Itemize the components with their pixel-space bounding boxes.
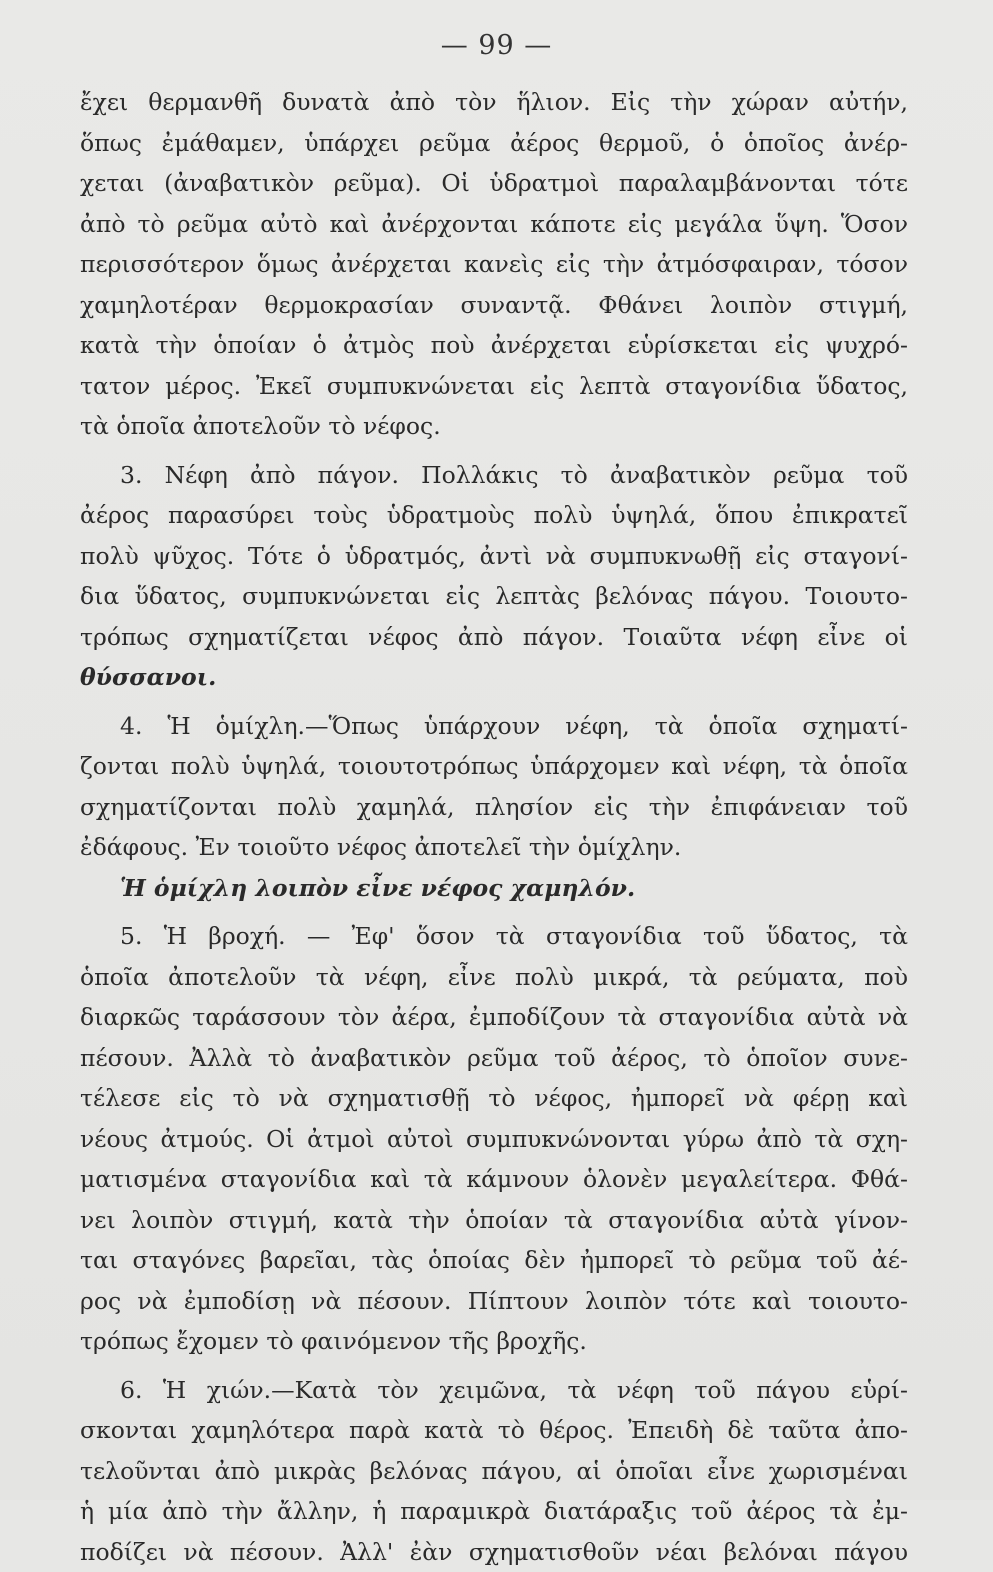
text-line: δια ὕδατος, συμπυκνώνεται εἰς λεπτὰς βελόνας πάγου. Τοιουτο- bbox=[80, 576, 908, 617]
text-line: νει λοιπὸν στιγμή, κατὰ τὴν ὁποίαν τὰ σταγονίδια αὐτὰ γίνον- bbox=[80, 1200, 908, 1241]
text-line: κατὰ τὴν ὁποίαν ὁ ἀτμὸς ποὺ ἀνέρχεται εὑρίσκεται εἰς ψυχρό- bbox=[80, 325, 908, 366]
text-line: περισσότερον ὅμως ἀνέρχεται κανεὶς εἰς τὴν ἀτμόσφαιραν, τόσον bbox=[80, 244, 908, 285]
section-heading-line: 4. Ἡ ὁμίχλη.—Ὅπως ὑπάρχουν νέφη, τὰ ὁποῖα σχηματί- bbox=[80, 706, 908, 747]
section-heading-line: 3. Νέφη ἀπὸ πάγον. Πολλάκις τὸ ἀναβατικὸν ρεῦμα τοῦ bbox=[80, 455, 908, 496]
text-line: ὁποῖα ἀποτελοῦν τὰ νέφη, εἶνε πολὺ μικρά, τὰ ρεύματα, ποὺ bbox=[80, 957, 908, 998]
paragraph bbox=[80, 82, 908, 447]
section-heading-line: 5. Ἡ βροχή. — Ἐφ' ὅσον τὰ σταγονίδια τοῦ ὕδατος, τὰ bbox=[80, 916, 908, 957]
paragraph bbox=[80, 706, 908, 909]
paragraph bbox=[80, 1370, 908, 1572]
text-line: θύσσανοι. bbox=[80, 657, 908, 698]
text-line: χεται (ἀναβατικὸν ρεῦμα). Οἱ ὑδρατμοὶ παραλαμβάνονται τότε bbox=[80, 163, 908, 204]
paragraph bbox=[80, 455, 908, 698]
text-line: τρόπως ἔχομεν τὸ φαινόμενον τῆς βροχῆς. bbox=[80, 1321, 908, 1362]
text-line: τελοῦνται ἀπὸ μικρὰς βελόνας πάγου, αἱ ὁποῖαι εἶνε χωρισμέναι bbox=[80, 1451, 908, 1492]
page-number: — 99 — bbox=[0, 30, 993, 61]
text-line: ἀέρος παρασύρει τοὺς ὑδρατμοὺς πολὺ ὑψηλά, ὅπου ἐπικρατεῖ bbox=[80, 495, 908, 536]
paragraph bbox=[80, 916, 908, 1362]
text-line: χαμηλοτέραν θερμοκρασίαν συναντᾷ. Φθάνει λοιπὸν στιγμή, bbox=[80, 285, 908, 326]
text-line: ἀπὸ τὸ ρεῦμα αὐτὸ καὶ ἀνέρχονται κάποτε εἰς μεγάλα ὕψη. Ὅσον bbox=[80, 204, 908, 245]
section-heading-line: 6. Ἡ χιών.—Κατὰ τὸν χειμῶνα, τὰ νέφη τοῦ πάγου εὑρί- bbox=[80, 1370, 908, 1411]
text-line: νέους ἀτμούς. Οἱ ἀτμοὶ αὐτοὶ συμπυκνώνονται γύρω ἀπὸ τὰ σχη- bbox=[80, 1119, 908, 1160]
text-line: διαρκῶς ταράσσουν τὸν ἀέρα, ἐμποδίζουν τὰ σταγονίδια αὐτὰ νὰ bbox=[80, 997, 908, 1038]
text-line: ρος νὰ ἐμποδίσῃ νὰ πέσουν. Πίπτουν λοιπὸν τότε καὶ τοιουτο- bbox=[80, 1281, 908, 1322]
text-line: τατον μέρος. Ἐκεῖ συμπυκνώνεται εἰς λεπτὰ σταγονίδια ὕδατος, bbox=[80, 366, 908, 407]
text-line: τρόπως σχηματίζεται νέφος ἀπὸ πάγον. Τοιαῦτα νέφη εἶνε οἱ bbox=[80, 617, 908, 658]
text-line: τὰ ὁποῖα ἀποτελοῦν τὸ νέφος. bbox=[80, 406, 908, 447]
text-line: τέλεσε εἰς τὸ νὰ σχηματισθῇ τὸ νέφος, ἠμπορεῖ νὰ φέρῃ καὶ bbox=[80, 1078, 908, 1119]
definition-line: Ἡ ὁμίχλη λοιπὸν εἶνε νέφος χαμηλόν. bbox=[80, 868, 908, 909]
page-body bbox=[80, 82, 908, 1572]
text-line: ται σταγόνες βαρεῖαι, τὰς ὁποίας δὲν ἠμπορεῖ τὸ ρεῦμα τοῦ ἀέ- bbox=[80, 1240, 908, 1281]
text-line: πολὺ ψῦχος. Τότε ὁ ὑδρατμός, ἀντὶ νὰ συμπυκνωθῇ εἰς σταγονί- bbox=[80, 536, 908, 577]
text-line: σκονται χαμηλότερα παρὰ κατὰ τὸ θέρος. Ἐπειδὴ δὲ ταῦτα ἀπο- bbox=[80, 1410, 908, 1451]
text-line: ἡ μία ἀπὸ τὴν ἄλλην, ἡ παραμικρὰ διατάραξις τοῦ ἀέρος τὰ ἐμ- bbox=[80, 1491, 908, 1532]
text-line: ζονται πολὺ ὑψηλά, τοιουτοτρόπως ὑπάρχομεν καὶ νέφη, τὰ ὁποῖα bbox=[80, 746, 908, 787]
text-line: ἔχει θερμανθῆ δυνατὰ ἀπὸ τὸν ἥλιον. Εἰς τὴν χώραν αὐτήν, bbox=[80, 82, 908, 123]
text-line: σχηματίζονται πολὺ χαμηλά, πλησίον εἰς τὴν ἐπιφάνειαν τοῦ bbox=[80, 787, 908, 828]
text-line: ἐδάφους. Ἐν τοιοῦτο νέφος ἀποτελεῖ τὴν ὁμίχλην. bbox=[80, 827, 908, 868]
text-line: πέσουν. Ἀλλὰ τὸ ἀναβατικὸν ρεῦμα τοῦ ἀέρος, τὸ ὁποῖον συνε- bbox=[80, 1038, 908, 1079]
text-line: ὅπως ἐμάθαμεν, ὑπάρχει ρεῦμα ἀέρος θερμοῦ, ὁ ὁποῖος ἀνέρ- bbox=[80, 123, 908, 164]
text-line: ματισμένα σταγονίδια καὶ τὰ κάμνουν ὁλονὲν μεγαλείτερα. Φθά- bbox=[80, 1159, 908, 1200]
text-line: ποδίζει νὰ πέσουν. Ἀλλ' ἐὰν σχηματισθοῦν νέαι βελόναι πάγου bbox=[80, 1532, 908, 1572]
